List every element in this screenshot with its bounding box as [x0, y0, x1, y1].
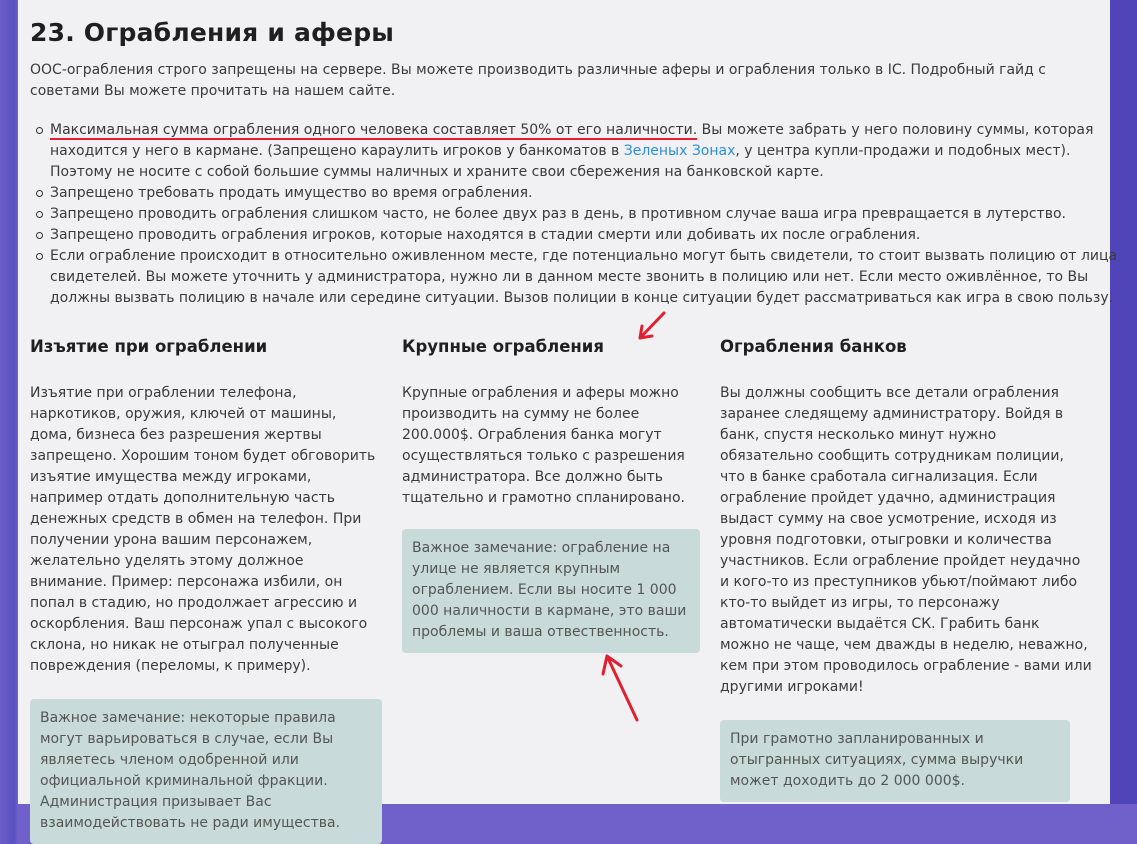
column-bank-robberies	[720, 336, 1092, 802]
page-title: 23. Ограбления и аферы	[30, 18, 395, 47]
green-zones-link[interactable]: Зеленых Зонах	[623, 143, 736, 159]
section-heading: Крупные ограбления	[402, 337, 604, 356]
section-text: Крупные ограбления и аферы можно производить на сумму не более 200.000$. Ограбления банка могут осуществляться только с разрешения администратора. Все должно быть тщательно и грамотно спланировано.	[402, 385, 685, 506]
section-text: Изъятие при ограблении телефона, наркотиков, оружия, ключей от машины, дома, бизнеса без разрешения жертвы запрещено. Хорошим тоном будет обговорить изъятие имущества между игроками, например отдать дополнительную часть денежных средств в обмен на телефон. При получении урона вашим персонажем, желательно уделять этому должное внимание. Пример: персонажа избили, он попал в стадию, но продолжает агрессию и оскорбления. Ваш персонаж упал с высокого склона, но никак не отыграл полученные повреждения (переломы, к примеру).	[30, 385, 376, 674]
note-box: При грамотно запланированных и отыгранных ситуациях, сумма выручки может доходить до 2 000 000$.	[720, 720, 1070, 802]
column-large-robberies	[402, 336, 702, 653]
list-item: Если ограбление происходит в относительно оживленном месте, где потенциально могут быть свидетели, то стоит вызвать полицию от лица свидетелей. Вы можете уточнить у администратора, нужно ли в данном месте звонить в полицию или нет. Если место оживлённое, то Вы должны вызвать полицию в начале или середине ситуации. Вызов полиции в конце ситуации будет рассматриваться как игра в свою пользу.	[50, 246, 1125, 309]
underlined-rule: Максимальная сумма ограбления одного человека составляет 50% от его наличности.	[50, 122, 698, 138]
list-item: Запрещено требовать продать имущество во время ограбления.	[50, 183, 1125, 204]
section-heading: Ограбления банков	[720, 337, 907, 356]
list-item: Запрещено проводить ограбления игроков, которые находятся в стадии смерти или добивать их после ограбления.	[50, 225, 1125, 246]
section-heading: Изъятие при ограблении	[30, 337, 268, 356]
list-item: Максимальная сумма ограбления одного человека составляет 50% от его наличности. Вы можете забрать у него половину суммы, которая находится у него в кармане. (Запрещено караулить игроков у банкоматов в Зеленых Зонах, у центра купли-продажи и подобных мест). Поэтому не носите с собой большие суммы наличных и храните свои сбережения на банковской карте.	[50, 120, 1125, 183]
note-box: Важное замечание: ограбление на улице не является крупным ограблением. Если вы носите 1 000 000 наличности в кармане, это ваши проблемы и ваша отвественность.	[402, 529, 700, 653]
rules-list	[30, 120, 1125, 309]
annotation-arrow-down-icon	[630, 308, 670, 348]
content-panel	[18, 0, 1118, 831]
note-box: Важное замечание: некоторые правила могут варьироваться в случае, если Вы являетесь членом одобренной или официальной криминальной фракции. Администрация призывает Вас взаимодействовать не ради имущества.	[30, 699, 382, 844]
intro-paragraph: ООС-ограбления строго запрещены на сервере. Вы можете производить различные аферы и ограбления только в IC. Подробный гайд с советами Вы можете прочитать на нашем сайте.	[30, 62, 1046, 99]
list-item: Запрещено проводить ограбления слишком часто, не более двух раз в день, в противном случае ваша игра превращается в лутерство.	[50, 204, 1125, 225]
annotation-arrow-up-icon	[593, 650, 643, 725]
column-seizure	[30, 336, 382, 844]
section-text: Вы должны сообщить все детали ограбления заранее следящему администратору. Войдя в банк, спустя несколько минут нужно обязательно сообщить сотрудникам полиции, что в банке сработала сигнализация. Если ограбление пройдет удачно, администрация выдаст сумму на свое усмотрение, исходя из уровня подготовки, отыгровки и количества участников. Если ограбление пройдет неудачно и кого-то из преступников убьют/поймают либо кто-то выйдет из игры, то персонажу автоматически выдаётся СК. Грабить банк можно не чаще, чем дважды в неделю, неважно, кем при этом проводилось ограбление - вами или другими игроками!	[720, 385, 1092, 695]
